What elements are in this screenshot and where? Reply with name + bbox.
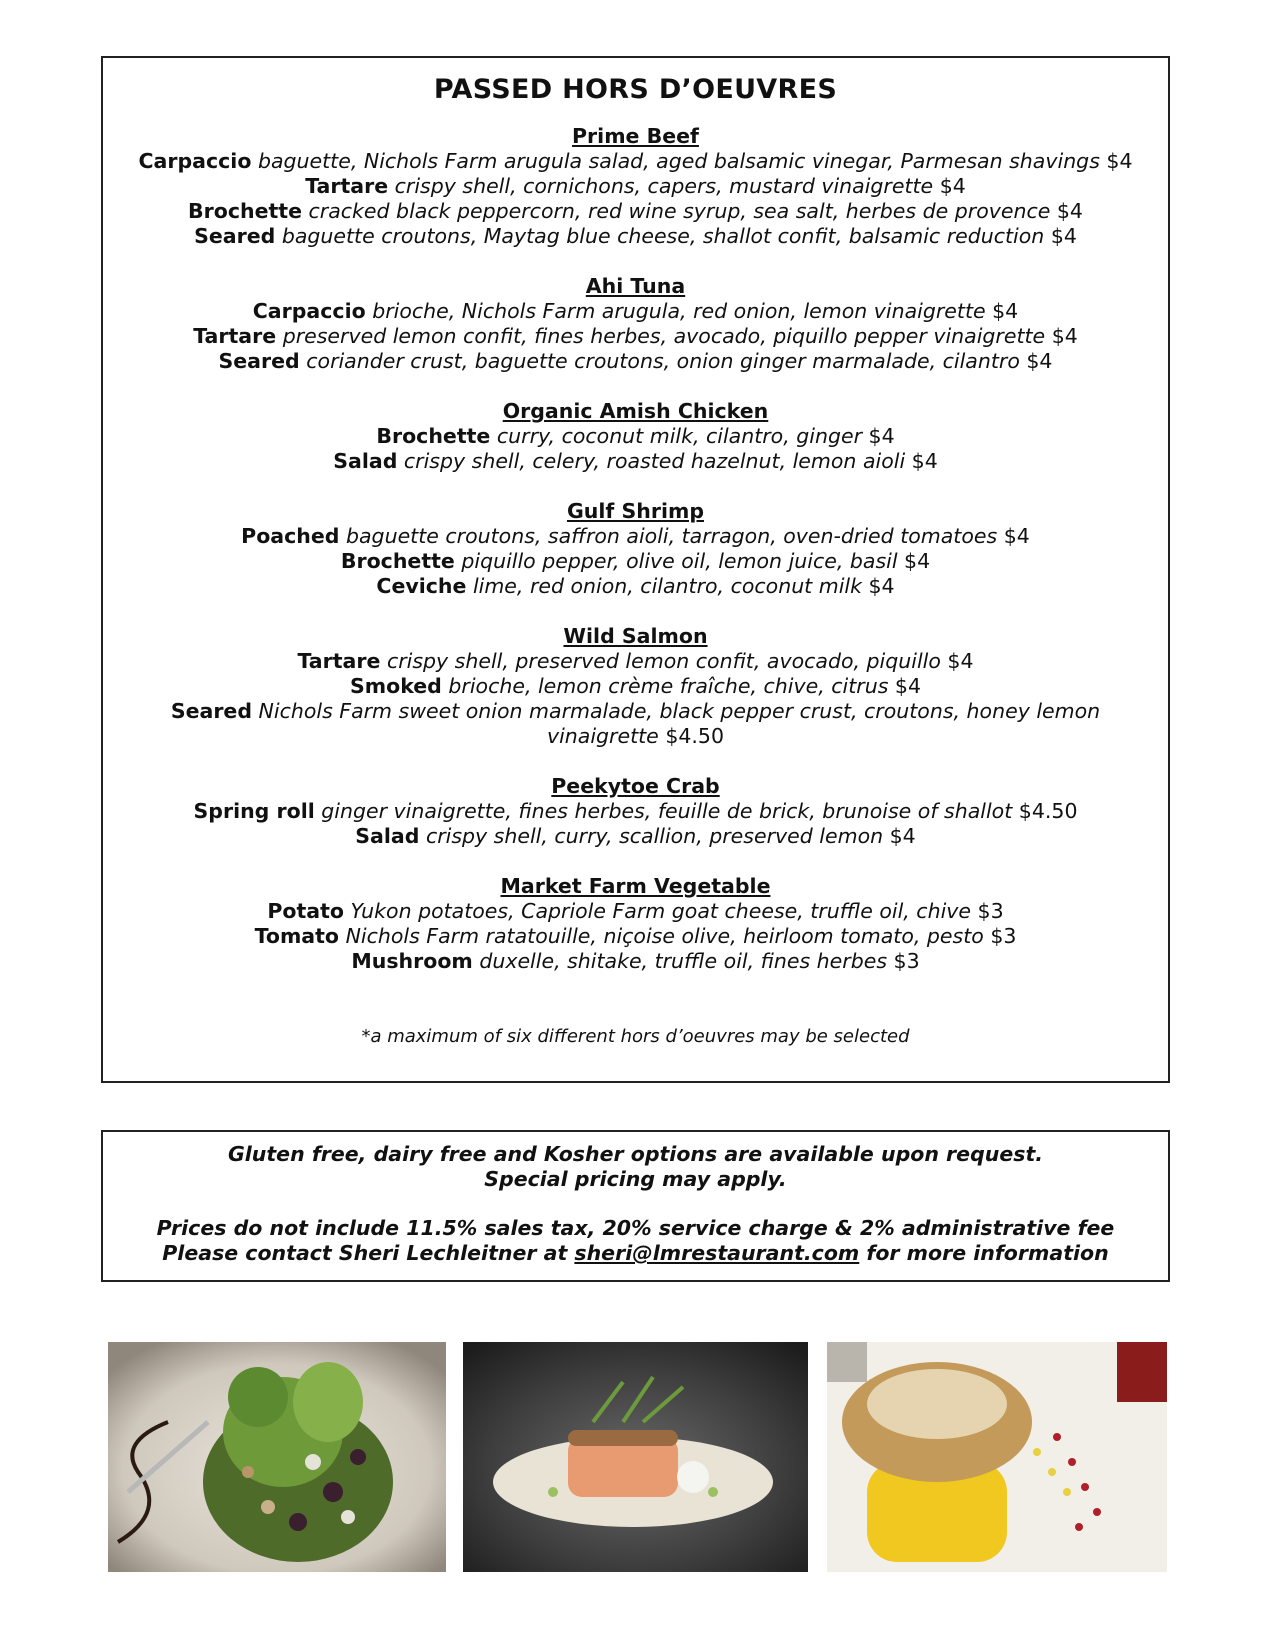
- menu-section: [103, 499, 1168, 599]
- item-price: $4: [992, 299, 1019, 324]
- item-description: Yukon potatoes, Capriole Farm goat cheese, truffle oil, chive: [350, 899, 972, 924]
- menu-item: [103, 524, 1168, 549]
- item-price: $4: [1003, 524, 1030, 549]
- item-price: $3: [893, 949, 920, 974]
- menu-item: [103, 324, 1168, 349]
- menu-item: [103, 349, 1168, 374]
- item-name: Tartare: [193, 324, 277, 349]
- item-price: $4: [911, 449, 938, 474]
- menu-item: [103, 949, 1168, 974]
- item-name: Carpaccio: [252, 299, 366, 324]
- item-description: curry, coconut milk, cilantro, ginger: [496, 424, 863, 449]
- menu-item: [103, 449, 1168, 474]
- menu-item: [103, 224, 1168, 249]
- item-name: Seared: [170, 699, 253, 724]
- menu-item: [103, 699, 1168, 749]
- item-description: baguette croutons, Maytag blue cheese, shallot confit, balsamic reduction: [281, 224, 1045, 249]
- section-title: Prime Beef: [572, 124, 699, 149]
- menu-box: [101, 56, 1170, 1083]
- item-description: baguette croutons, saffron aioli, tarragon, oven-dried tomatoes: [345, 524, 998, 549]
- section-title: Ahi Tuna: [585, 274, 686, 299]
- item-name: Mushroom: [351, 949, 473, 974]
- dietary-options-text: Gluten free, dairy free and Kosher options are available upon request.: [227, 1142, 1044, 1166]
- item-name: Carpaccio: [138, 149, 252, 174]
- special-pricing-text: Special pricing may apply.: [484, 1167, 787, 1191]
- item-description: cracked black peppercorn, red wine syrup, sea salt, herbes de provence: [308, 199, 1051, 224]
- item-description: preserved lemon confit, fines herbes, avocado, piquillo pepper vinaigrette: [282, 324, 1046, 349]
- item-description: duxelle, shitake, truffle oil, fines herbes: [479, 949, 888, 974]
- item-price: $4: [1051, 324, 1078, 349]
- item-name: Poached: [241, 524, 340, 549]
- section-title: Wild Salmon: [563, 624, 708, 649]
- dessert-photo: [827, 1342, 1167, 1572]
- item-name: Spring roll: [193, 799, 315, 824]
- section-title: Gulf Shrimp: [566, 499, 705, 524]
- item-description: crispy shell, cornichons, capers, mustard vinaigrette: [394, 174, 934, 199]
- item-description: coriander crust, baguette croutons, onion ginger marmalade, cilantro: [306, 349, 1020, 374]
- section-title: Market Farm Vegetable: [500, 874, 771, 899]
- item-description: crispy shell, celery, roasted hazelnut, lemon aioli: [403, 449, 906, 474]
- menu-item: [103, 174, 1168, 199]
- item-description: crispy shell, preserved lemon confit, avocado, piquillo: [386, 649, 941, 674]
- menu-title: PASSED HORS D’OEUVRES: [433, 74, 838, 105]
- item-name: Tartare: [305, 174, 389, 199]
- item-name: Seared: [194, 224, 276, 249]
- item-description: crispy shell, curry, scallion, preserved lemon: [425, 824, 884, 849]
- item-description: brioche, Nichols Farm arugula, red onion, lemon vinaigrette: [372, 299, 986, 324]
- menu-section: [103, 124, 1168, 249]
- item-price: $4.50: [665, 724, 725, 749]
- contact-line: [103, 1241, 1168, 1266]
- menu-item: [103, 799, 1168, 824]
- item-name: Tartare: [297, 649, 381, 674]
- item-name: Brochette: [376, 424, 491, 449]
- section-title: Organic Amish Chicken: [502, 399, 769, 424]
- item-description: Nichols Farm ratatouille, niçoise olive, heirloom tomato, pesto: [345, 924, 984, 949]
- item-name: Brochette: [340, 549, 455, 574]
- item-description: baguette, Nichols Farm arugula salad, aged balsamic vinegar, Parmesan shavings: [257, 149, 1100, 174]
- item-price: $4: [889, 824, 916, 849]
- item-price: $4: [868, 574, 895, 599]
- item-description: ginger vinaigrette, fines herbes, feuille de brick, brunoise of shallot: [321, 799, 1013, 824]
- menu-item: [103, 149, 1168, 174]
- item-name: Potato: [267, 899, 344, 924]
- item-name: Ceviche: [376, 574, 467, 599]
- item-price: $4: [947, 649, 974, 674]
- menu-item: [103, 549, 1168, 574]
- item-name: Salad: [355, 824, 420, 849]
- item-price: $4: [868, 424, 895, 449]
- menu-item: [103, 299, 1168, 324]
- item-description: lime, red onion, cilantro, coconut milk: [472, 574, 862, 599]
- item-price: $3: [990, 924, 1017, 949]
- item-name: Seared: [218, 349, 300, 374]
- contact-email-link[interactable]: sheri@lmrestaurant.com: [574, 1241, 860, 1265]
- menu-item: [103, 199, 1168, 224]
- item-price: $4: [939, 174, 966, 199]
- menu-item: [103, 924, 1168, 949]
- contact-prefix: Please contact Sheri Lechleitner at: [162, 1241, 568, 1265]
- menu-item: [103, 899, 1168, 924]
- salad-photo: [108, 1342, 446, 1572]
- item-price: $4: [904, 549, 931, 574]
- info-box: [101, 1130, 1170, 1282]
- item-description: Nichols Farm sweet onion marmalade, black pepper crust, croutons, honey lemon vinaigrette: [258, 699, 1101, 749]
- section-title: Peekytoe Crab: [551, 774, 720, 799]
- item-name: Tomato: [254, 924, 340, 949]
- item-name: Brochette: [188, 199, 302, 224]
- contact-suffix: for more information: [866, 1241, 1109, 1265]
- item-price: $4: [894, 674, 921, 699]
- pricing-disclaimer: Prices do not include 11.5% sales tax, 20% service charge & 2% administrative fee: [156, 1216, 1115, 1240]
- item-name: Salad: [333, 449, 398, 474]
- salmon-photo: [463, 1342, 808, 1572]
- item-price: $4: [1056, 199, 1083, 224]
- item-description: brioche, lemon crème fraîche, chive, citrus: [448, 674, 889, 699]
- item-price: $4.50: [1018, 799, 1078, 824]
- menu-sections: [103, 124, 1168, 974]
- menu-section: [103, 874, 1168, 974]
- item-description: piquillo pepper, olive oil, lemon juice, basil: [461, 549, 898, 574]
- item-name: Smoked: [349, 674, 442, 699]
- item-price: $4: [1050, 224, 1077, 249]
- menu-item: [103, 574, 1168, 599]
- selection-note: *a maximum of six different hors d’oeuvres may be selected: [361, 1026, 910, 1047]
- menu-section: [103, 774, 1168, 849]
- menu-item: [103, 824, 1168, 849]
- menu-section: [103, 624, 1168, 749]
- item-price: $4: [1026, 349, 1053, 374]
- menu-item: [103, 674, 1168, 699]
- item-price: $3: [977, 899, 1004, 924]
- item-price: $4: [1106, 149, 1133, 174]
- menu-section: [103, 274, 1168, 374]
- menu-item: [103, 424, 1168, 449]
- menu-item: [103, 649, 1168, 674]
- spacer: [103, 1192, 1168, 1216]
- menu-section: [103, 399, 1168, 474]
